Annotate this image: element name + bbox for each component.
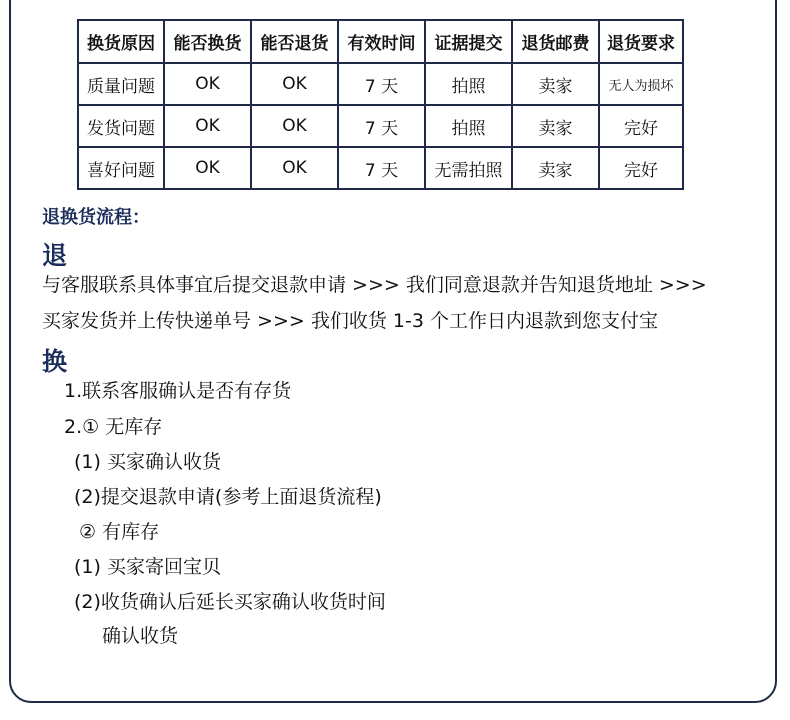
exchange-heading: 换	[42, 347, 68, 376]
column-header-requirement: 退货要求	[599, 20, 683, 63]
column-header-can-exchange: 能否换货	[164, 20, 251, 63]
table-cell: 卖家	[512, 105, 599, 147]
table-cell: OK	[251, 63, 338, 105]
return-process-line-2: 买家发货并上传快递单号 >>> 我们收货 1-3 个工作日内退款到您支付宝	[42, 310, 658, 332]
table-cell: OK	[164, 147, 251, 189]
exchange-step: ② 有库存	[79, 521, 160, 543]
column-header-valid-time: 有效时间	[338, 20, 425, 63]
exchange-step: 2.① 无库存	[64, 416, 163, 438]
table-cell: 拍照	[425, 63, 512, 105]
exchange-step: (2)提交退款申请(参考上面退货流程)	[74, 486, 382, 508]
return-heading: 退	[42, 241, 68, 270]
column-header-reason: 换货原因	[78, 20, 164, 63]
return-process-line-1: 与客服联系具体事宜后提交退款申请 >>> 我们同意退款并告知退货地址 >>>	[42, 274, 707, 296]
column-header-evidence: 证据提交	[425, 20, 512, 63]
exchange-step: 1.联系客服确认是否有存货	[64, 380, 292, 402]
table-header-row	[78, 20, 683, 63]
column-header-can-return: 能否退货	[251, 20, 338, 63]
table-cell: OK	[164, 63, 251, 105]
table-cell: 7 天	[338, 63, 425, 105]
exchange-step: 确认收货	[102, 625, 179, 647]
exchange-step: (2)收货确认后延长买家确认收货时间	[74, 591, 386, 613]
table-cell: 完好	[599, 147, 683, 189]
table-cell: 7 天	[338, 147, 425, 189]
table-row	[78, 147, 683, 189]
table-cell: OK	[251, 147, 338, 189]
table-cell: 发货问题	[78, 105, 164, 147]
table-row	[78, 105, 683, 147]
column-header-shipping-fee: 退货邮费	[512, 20, 599, 63]
table-cell: 卖家	[512, 63, 599, 105]
table-cell: 无人为损坏	[599, 63, 683, 105]
process-title: 退换货流程：	[42, 207, 150, 228]
return-policy-table	[77, 19, 684, 190]
table-cell: OK	[164, 105, 251, 147]
table-cell: 无需拍照	[425, 147, 512, 189]
exchange-step: (1) 买家寄回宝贝	[74, 556, 221, 578]
table-row	[78, 63, 683, 105]
table-cell: 7 天	[338, 105, 425, 147]
table-cell: 喜好问题	[78, 147, 164, 189]
table-cell: OK	[251, 105, 338, 147]
exchange-step: (1) 买家确认收货	[74, 451, 221, 473]
table-cell: 完好	[599, 105, 683, 147]
table-cell: 拍照	[425, 105, 512, 147]
table-cell: 卖家	[512, 147, 599, 189]
table-cell: 质量问题	[78, 63, 164, 105]
